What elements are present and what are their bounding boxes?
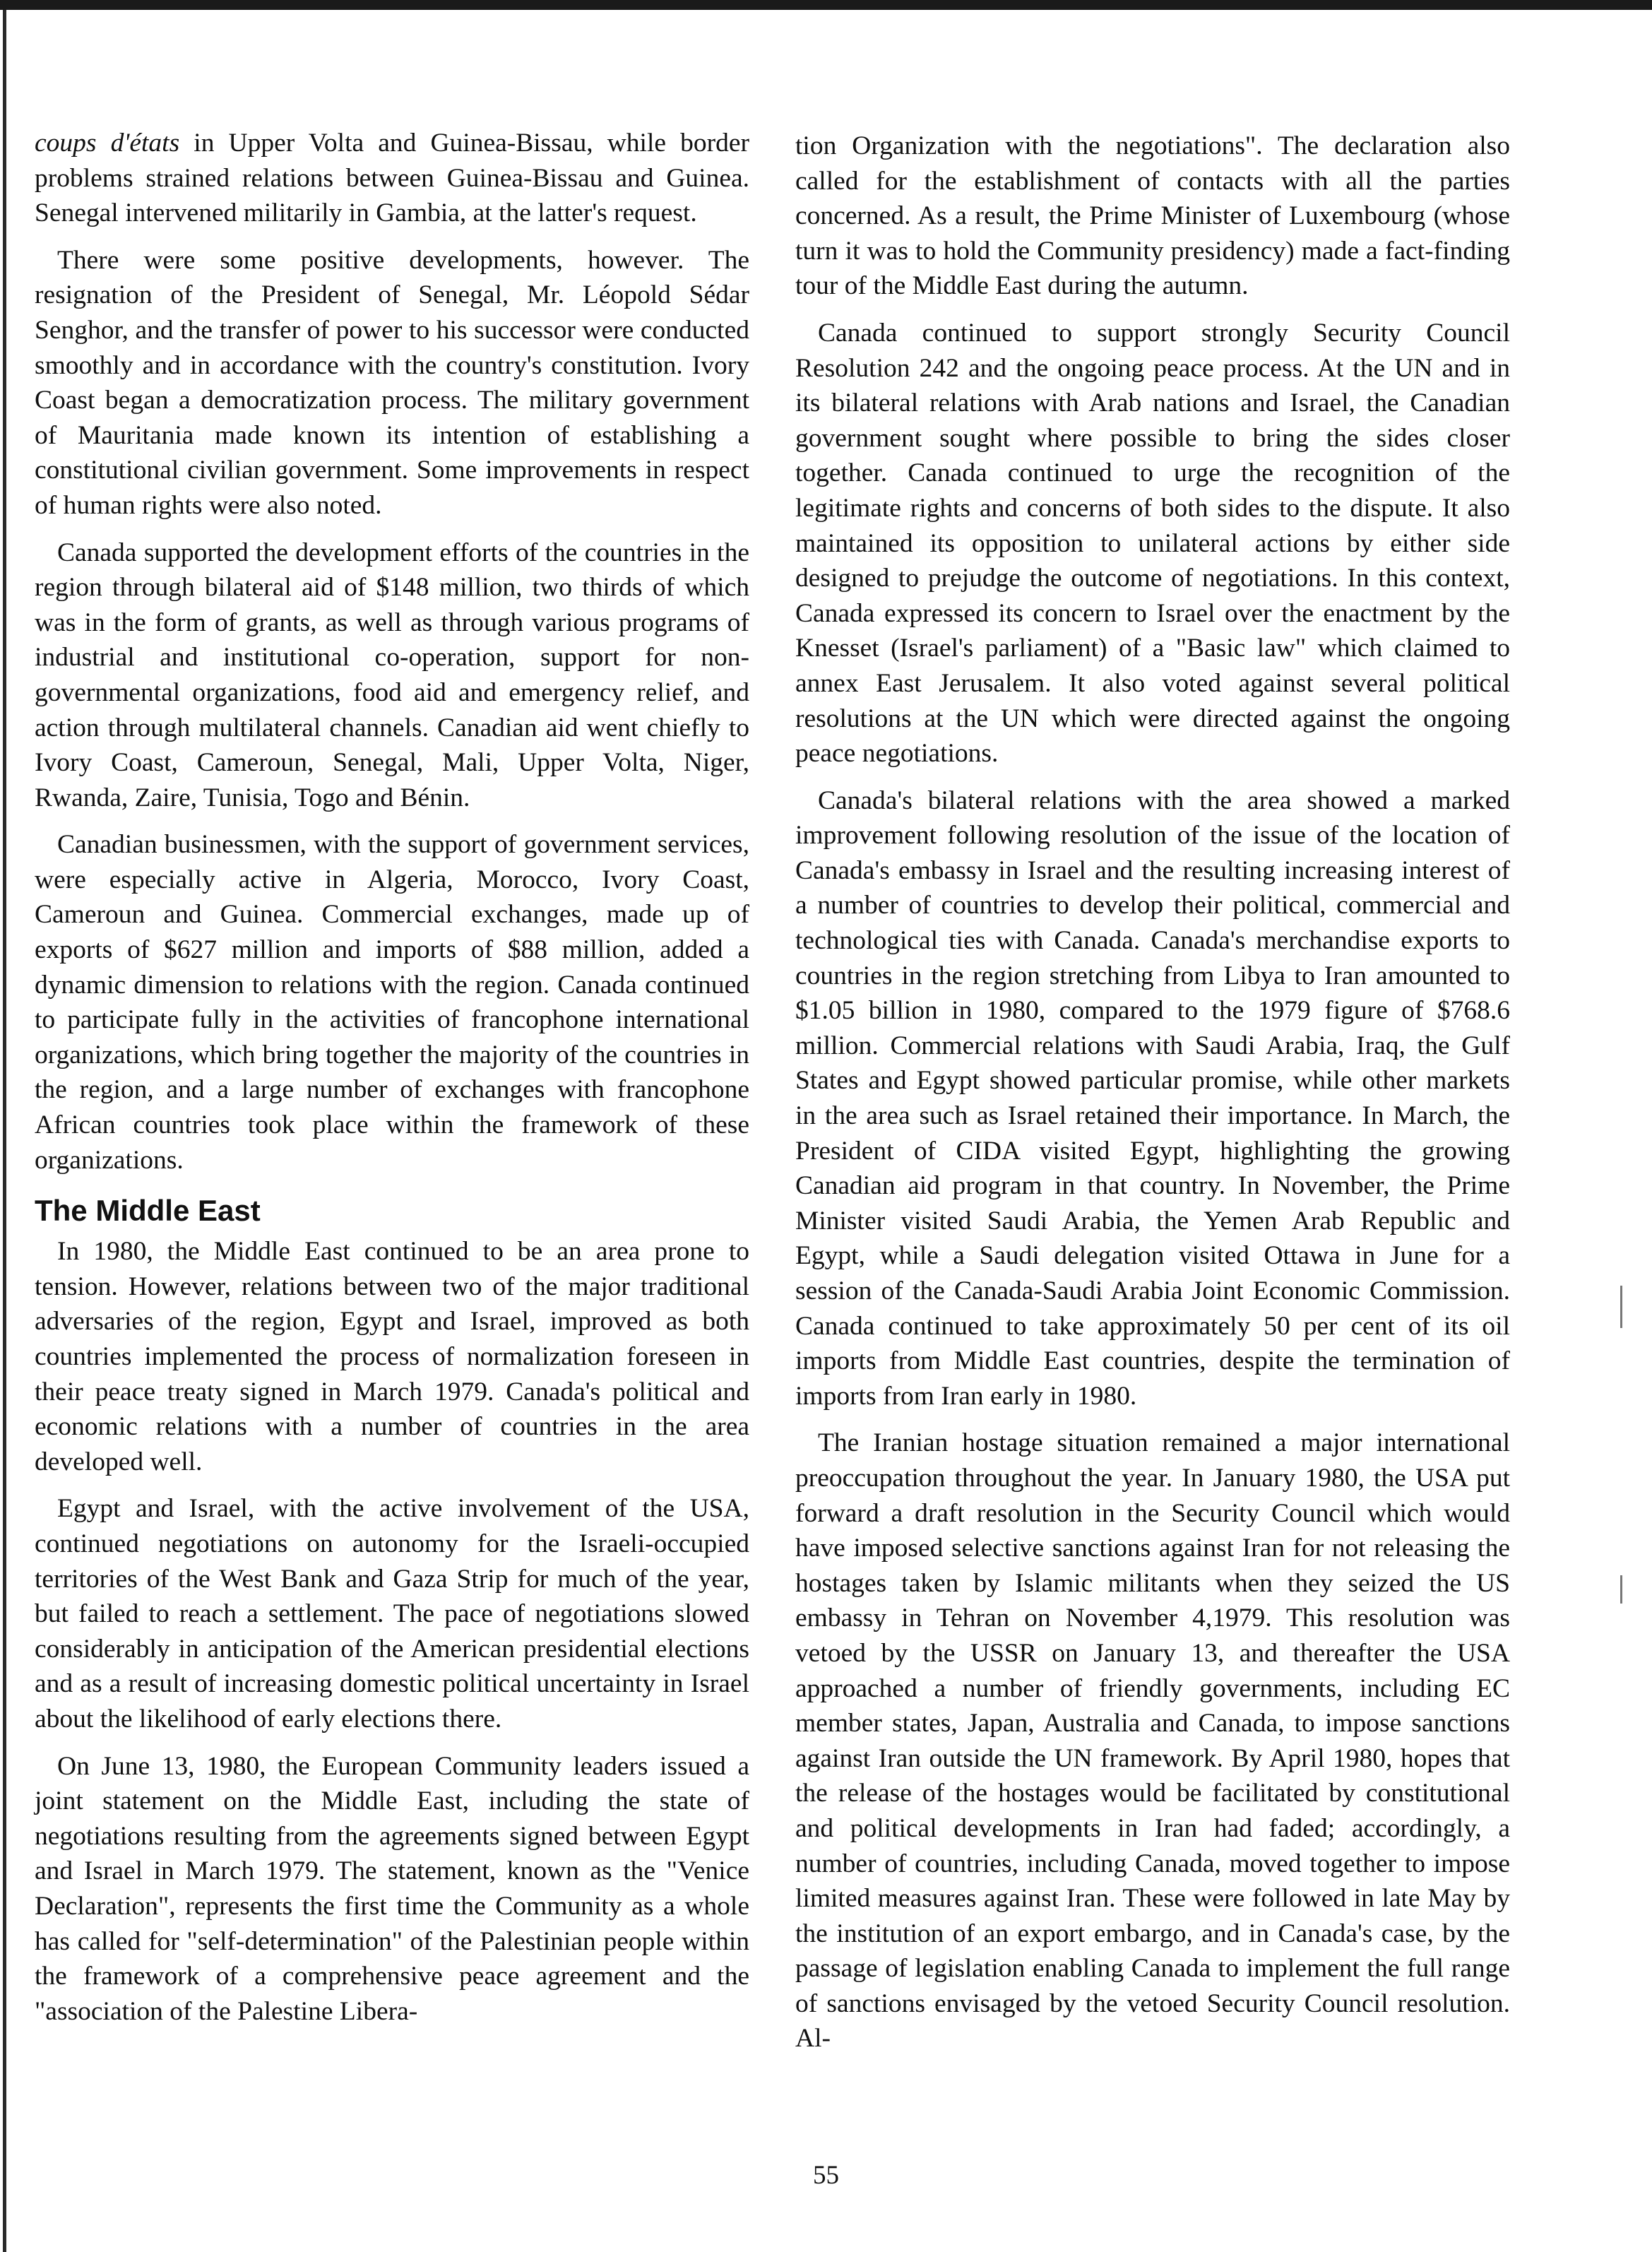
scan-top-border [0,0,1652,10]
margin-speck [1620,1575,1622,1604]
italic-phrase: coups d'états [35,129,180,158]
paragraph: Canadian businessmen, with the support of government services, were especially active in Algeria, Morocco, Ivory Coast, Cameroun and Guinea. Commercial exchanges, made up of exports of $627 million and imports of $88 million, added a dynamic dimension to relations with the region. Canada continued to participate fully in the activities of francophone international organizations, which bring together the majority of the countries in the region, and a large number of exchanges with francophone African countries took place within the framework of these organizations. [35,830,749,1175]
left-column [35,126,749,2041]
paragraph: The Iranian hostage situation remained a major international preoccupation throughout the year. In January 1980, the USA put forward a draft resolution in the Security Council which would have imposed selective sanctions against Iran for not releasing the hostages taken by Islamic militants when they seized the US embassy in Tehran on November 4,1979. This resolution was vetoed by the USSR on January 13, and thereafter the USA approached a number of friendly governments, including EC member states, Japan, Australia and Canada, to impose sanctions against Iran outside the UN framework. By April 1980, hopes that the release of the hostages would be facilitated by constitutional and political developments in Iran had faded; accordingly, a number of countries, including Canada, moved together to impose limited measures against Iran. These were followed in late May by the institution of an export embargo, and in Canada's case, by the passage of legislation enabling Canada to implement the full range of sanctions envisaged by the vetoed Security Council resolution. Al- [795,1428,1510,2054]
right-column [795,129,1510,2068]
paragraph: Egypt and Israel, with the active involvement of the USA, continued negotiations on autonomy for the Israeli-occupied territories of the West Bank and Gaza Strip for much of the year, but failed to reach a settlement. The pace of negotiations slowed considerably in anticipation of the American presidential elections and as a result of increasing domestic political uncertainty in Israel about the likelihood of early elections there. [35,1494,749,1734]
paragraph: Canada's bilateral relations with the area showed a marked improvement following resolution of the issue of the location of Canada's embassy in Israel and the resulting increasing interest of a number of countries to develop their political, commercial and technological ties with Canada. Canada's merchandise exports to countries in the region stretching from Libya to Iran amounted to $1.05 billion in 1980, compared to the 1979 figure of $768.6 million. Commercial relations with Saudi Arabia, Iraq, the Gulf States and Egypt showed particular promise, while other markets in the area such as Israel retained their importance. In March, the President of CIDA visited Egypt, highlighting the growing Canadian aid program in that country. In November, the Prime Minister visited Saudi Arabia, the Yemen Arab Republic and Egypt, while a Saudi delegation visited Ottawa in June for a session of the Canada-Saudi Arabia Joint Economic Commission. Canada continued to take approximately 50 per cent of its oil imports from Middle East countries, despite the termination of imports from Iran early in 1980. [795,786,1510,1411]
paragraph: In 1980, the Middle East continued to be an area prone to tension. However, relations between two of the major traditional adversaries of the region, Egypt and Israel, improved as both countries implemented the process of normalization foreseen in their peace treaty signed in March 1979. Canada's political and economic relations with a number of countries in the area developed well. [35,1237,749,1476]
margin-speck [1620,1286,1622,1328]
paragraph: On June 13, 1980, the European Community leaders issued a joint statement on the Middle East, including the state of negotiations resulting from the agreements signed between Egypt and Israel in March 1979. The statement, known as the "Venice Declaration", represents the first time the Community as a whole has called for "self-determination" of the Palestinian people within the framework of a comprehensive peace agreement and the "association of the Palestine Libera- [35,1751,749,2026]
paragraph-text: in Upper Volta and Guinea-Bissau, while border problems strained relations between Guinea-Bissau and Guinea. Senegal intervened militarily in Gambia, at the latter's request. [35,129,749,228]
paragraph: There were some positive developments, however. The resignation of the President of Senegal, Mr. Léopold Sédar Senghor, and the transfer of power to his successor were conducted smoothly and in accordance with the country's constitution. Ivory Coast began a democratization process. The military government of Mauritania made known its intention of establishing a constitutional civilian government. Some improvements in respect of human rights were also noted. [35,245,749,520]
paragraph: Canada supported the development efforts of the countries in the region through bilateral aid of $148 million, two thirds of which was in the form of grants, as well as through various programs of industrial and institutional co-operation, support for non-governmental organizations, food aid and emergency relief, and action through multilateral channels. Canadian aid went chiefly to Ivory Coast, Cameroun, Senegal, Mali, Upper Volta, Niger, Rwanda, Zaire, Tunisia, Togo and Bénin. [35,538,749,812]
page-number: 55 [813,2161,839,2190]
paragraph: Canada continued to support strongly Security Council Resolution 242 and the ongoing peace process. At the UN and in its bilateral relations with Arab nations and Israel, the Canadian government sought where possible to bring the sides closer together. Canada continued to urge the recognition of the legitimate rights and concerns of both sides to the dispute. It also maintained its opposition to unilateral actions by either side designed to prejudge the outcome of negotiations. In this context, Canada expressed its concern to Israel over the enactment by the Knesset (Israel's parliament) of a "Basic law" which claimed to annex East Jerusalem. It also voted against several political resolutions at the UN which were directed against the ongoing peace negotiations. [795,318,1510,769]
scan-left-border [3,10,6,2252]
paragraph [35,126,749,231]
paragraph: tion Organization with the negotiations". The declaration also called for the establishment of contacts with all the parties concerned. As a result, the Prime Minister of Luxembourg (whose turn it was to hold the Community presidency) made a fact-finding tour of the Middle East during the autumn. [795,131,1510,301]
section-heading: The Middle East [35,1194,261,1228]
